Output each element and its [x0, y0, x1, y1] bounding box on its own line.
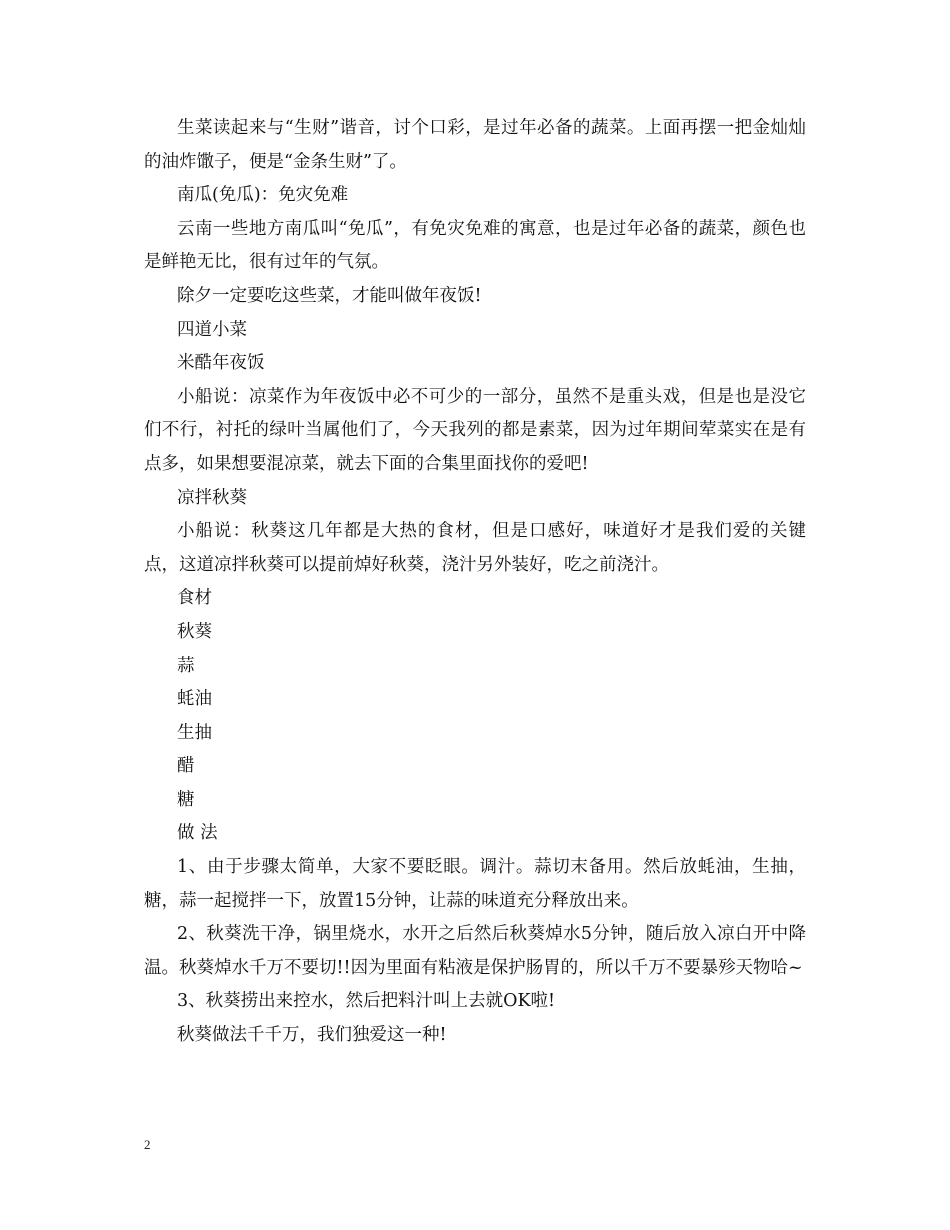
step-1: 1、由于步骤太简单，大家不要眨眼。调汁。蒜切末备用。然后放蚝油，生抽，糖，蒜一起搅拌一下，放置15分钟，让蒜的味道充分释放出来。	[144, 857, 806, 911]
heading-okra-salad: 凉拌秋葵	[177, 487, 247, 508]
paragraph-lettuce: 生菜读起来与“生财”谐音，讨个口彩，是过年必备的蔬菜。上面再摆一把金灿灿的油炸馓子，便是“金条生财”了。	[144, 118, 806, 172]
heading-method: 做 法	[177, 823, 218, 844]
ingredient-sugar: 糖	[177, 789, 195, 810]
paragraph-closing: 秋葵做法千千万，我们独爱这一种!	[177, 1025, 447, 1046]
heading-author: 米酷年夜饭	[177, 353, 265, 374]
heading-four-dishes: 四道小菜	[177, 319, 247, 340]
page-number: 2	[144, 1137, 151, 1152]
paragraph-cold-dishes: 小船说：凉菜作为年夜饭中必不可少的一部分，虽然不是重头戏，但是也是没它们不行，衬托的绿叶当属他们了，今天我列的都是素菜，因为过年期间荤菜实在是有点多，如果想要混凉菜，就去下面的合集里面找你的爱吧!	[144, 386, 806, 474]
paragraph-okra-intro: 小船说：秋葵这几年都是大热的食材，但是口感好，味道好才是我们爱的关键点，这道凉拌秋葵可以提前焯好秋葵，浇汁另外装好，吃之前浇汁。	[144, 521, 806, 575]
ingredient-okra: 秋葵	[177, 621, 212, 642]
ingredient-vinegar: 醋	[177, 756, 195, 777]
step-2: 2、秋葵洗干净，锅里烧水，水开之后然后秋葵焯水5分钟，随后放入凉白开中降温。秋葵焯水千万不要切!!因为里面有粘液是保护肠胃的，所以千万不要暴殄天物哈~	[144, 924, 806, 978]
paragraph-pumpkin: 云南一些地方南瓜叫“免瓜”，有免灾免难的寓意，也是过年必备的蔬菜，颜色也是鲜艳无比，很有过年的气氛。	[144, 218, 806, 273]
heading-ingredients: 食材	[177, 588, 212, 609]
ingredient-garlic: 蒜	[177, 655, 195, 676]
document-body	[144, 112, 806, 1053]
step-3: 3、秋葵捞出来控水，然后把料汁叫上去就OK啦!	[177, 991, 556, 1012]
ingredient-soy-sauce: 生抽	[177, 722, 212, 743]
ingredient-oyster-sauce: 蚝油	[177, 689, 212, 710]
paragraph-new-year-eve: 除夕一定要吃这些菜，才能叫做年夜饭!	[177, 285, 482, 306]
heading-pumpkin: 南瓜(免瓜)：免灾免难	[177, 185, 349, 206]
